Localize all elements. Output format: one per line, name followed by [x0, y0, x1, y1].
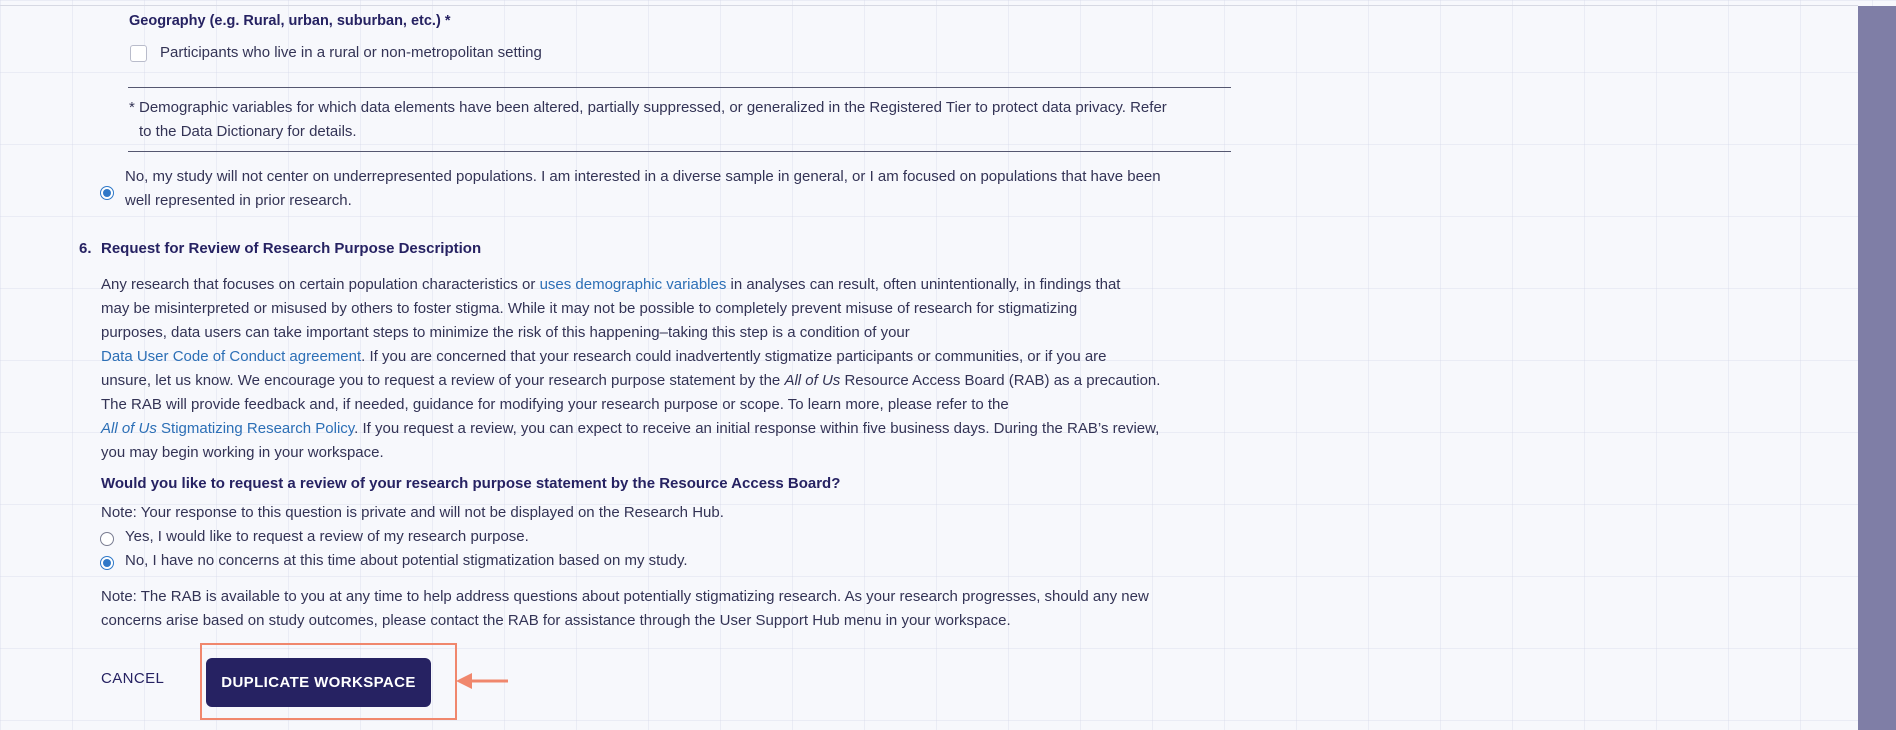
- review-yes-radio[interactable]: [100, 532, 114, 546]
- text-segment: Any research that focuses on certain population characteristics or: [101, 276, 540, 293]
- rab-note-line-2: concerns arise based on study outcomes, please contact the RAB for assistance through the User Support Hub menu in your workspace.: [101, 612, 1011, 629]
- paragraph-line-5: [101, 369, 1160, 393]
- paragraph-line-6: The RAB will provide feedback and, if needed, guidance for modifying your research purpose or scope. To learn more, please refer to the: [101, 396, 1009, 413]
- paragraph-line-3: purposes, data users can take important steps to minimize the risk of this happening–taking this step is a condition of your: [101, 324, 910, 341]
- underrepresented-no-radio[interactable]: [100, 186, 114, 200]
- underrepresented-no-line-2: well represented in prior research.: [125, 192, 352, 209]
- review-yes-label: Yes, I would like to request a review of my research purpose.: [125, 528, 529, 545]
- rab-note-line-1: Note: The RAB is available to you at any time to help address questions about potentially stigmatizing research. As your research progresses, should any new: [101, 588, 1149, 605]
- all-of-us-italic: All of Us: [101, 420, 157, 437]
- cancel-button[interactable]: CANCEL: [101, 670, 165, 687]
- all-of-us-italic: All of Us: [784, 372, 841, 389]
- footnote-line-1: * Demographic variables for which data elements have been altered, partially suppressed, or generalized in the Registered Tier to protect data privacy. Refer: [129, 99, 1167, 116]
- text-segment: . If you are concerned that your research could inadvertently stigmatize participants or communities, or if you are: [361, 348, 1107, 365]
- geography-heading: Geography (e.g. Rural, urban, suburban, etc.) *: [129, 13, 451, 29]
- text-segment: Resource Access Board (RAB) as a precaution.: [840, 372, 1161, 389]
- footnote-divider-top: [128, 87, 1231, 88]
- text-segment: unsure, let us know. We encourage you to request a review of your research purpose statement by the: [101, 372, 785, 389]
- review-no-label: No, I have no concerns at this time about potential stigmatization based on my study.: [125, 552, 688, 569]
- stigmatizing-research-policy-link[interactable]: [101, 420, 354, 437]
- review-question: Would you like to request a review of your research purpose statement by the Resource Access Board?: [101, 475, 841, 492]
- review-no-radio[interactable]: [100, 556, 114, 570]
- section-number: 6.: [79, 240, 92, 257]
- text-segment: . If you request a review, you can expect to receive an initial response within five business days. During the RAB’s review,: [354, 420, 1160, 437]
- demographic-variables-link[interactable]: uses demographic variables: [539, 276, 727, 293]
- paragraph-line-8: you may begin working in your workspace.: [101, 444, 384, 461]
- duplicate-workspace-button[interactable]: DUPLICATE WORKSPACE: [206, 658, 431, 707]
- link-text: Stigmatizing Research Policy: [156, 420, 355, 437]
- footnote-divider-bottom: [128, 151, 1231, 152]
- right-sidebar-bar: [1858, 6, 1896, 730]
- underrepresented-no-line-1: No, my study will not center on underrepresented populations. I am interested in a diverse sample in general, or I am focused on populations that have been: [125, 168, 1161, 185]
- section-title: Request for Review of Research Purpose Description: [101, 240, 482, 257]
- rural-checkbox[interactable]: [130, 45, 147, 62]
- rural-checkbox-label: Participants who live in a rural or non-metropolitan setting: [160, 44, 542, 61]
- paragraph-line-4: [101, 345, 1107, 369]
- paragraph-line-1: [101, 273, 1120, 297]
- paragraph-line-2: may be misinterpreted or misused by others to foster stigma. While it may not be possible to completely prevent misuse of research for stigmatizing: [101, 300, 1078, 317]
- text-segment: in analyses can result, often unintentionally, in findings that: [726, 276, 1121, 293]
- paragraph-line-7: [101, 417, 1159, 441]
- code-of-conduct-link[interactable]: Data User Code of Conduct agreement: [101, 348, 362, 365]
- pointer-arrow-icon: [456, 671, 508, 691]
- footnote-line-2: to the Data Dictionary for details.: [139, 123, 357, 140]
- privacy-note: Note: Your response to this question is private and will not be displayed on the Research Hub.: [101, 504, 724, 521]
